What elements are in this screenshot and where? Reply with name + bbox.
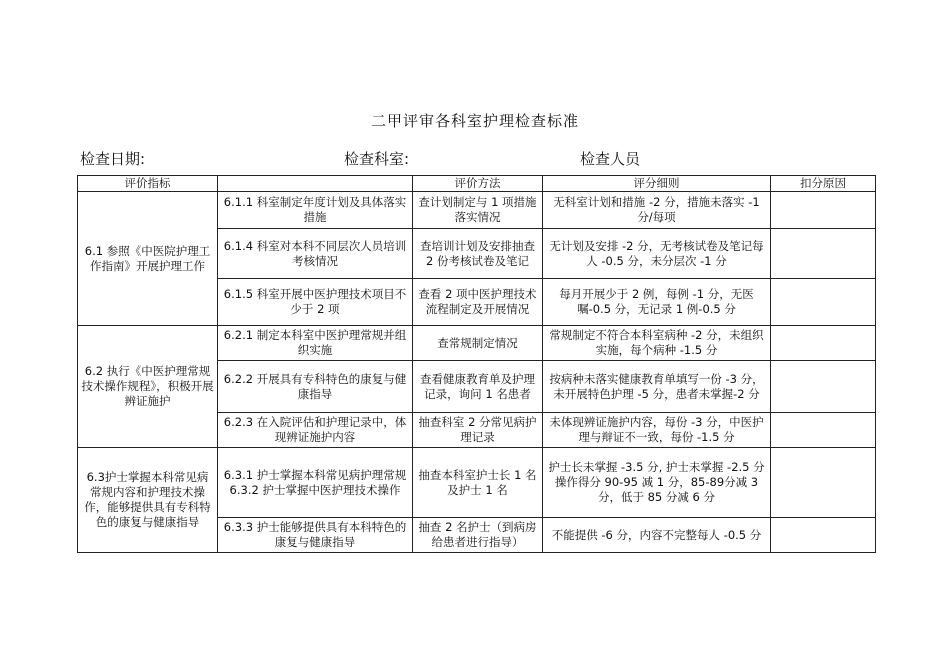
method-cell: 抽查 2 名护士（到病房给患者进行指导） [413,518,543,553]
table-header-row [78,176,876,192]
item-cell: 6.3.3 护士能够提供具有本科特色的康复与健康指导 [218,518,413,553]
item-cell: 6.2.1 制定本科室中医护理常规并组织实施 [218,326,413,361]
table-row [78,448,876,518]
deduction-reason-cell[interactable] [771,229,876,279]
method-cell: 查看健康教育单及护理记录，询问 1 名患者 [413,361,543,413]
document-title: 二甲评审各科室护理检查标准 [370,112,579,130]
deduction-reason-cell[interactable] [771,326,876,361]
detail-cell: 常规制定不符合本科室病种 -2 分，未组织实施，每个病种 -1.5 分 [543,326,771,361]
deduction-reason-cell[interactable] [771,361,876,413]
item-6-3-1: 6.3.1 护士掌握本科常见病护理常规 [223,467,407,482]
deduction-reason-cell[interactable] [771,192,876,229]
item-cell: 6.2.3 在入院评估和护理记录中，体现辨证施护内容 [218,413,413,448]
inspector-label: 检查人员 [580,150,641,168]
inspection-department-label: 检查科室: [344,150,410,168]
indicator-cell: 6.2 执行《中医护理常规技术操作规程》，积极开展辨证施护 [78,326,218,448]
item-cell: 6.1.1 科室制定年度计划及具体落实措施 [218,192,413,229]
item-cell: 6.1.4 科室对本科不同层次人员培训考核情况 [218,229,413,279]
detail-6-3-1: 护士长未掌握 -3.5 分, 护士未掌握 -2.5 分 [548,460,765,474]
detail-cell: 无科室计划和措施 -2 分，措施未落实 -1 分/每项 [543,192,771,229]
column-header-item [218,176,413,192]
item-cell: 6.2.2 开展具有专科特色的康复与健康指导 [218,361,413,413]
detail-cell: 未体现辨证施护内容，每份 -3 分，中医护理与辩证不一致，每份 -1.5 分 [543,413,771,448]
table-row [78,192,876,229]
item-cell: 6.1.5 科室开展中医护理技术项目不少于 2 项 [218,279,413,326]
method-cell: 抽查本科室护士长 1 名及护士 1 名 [413,448,543,518]
deduction-reason-cell[interactable] [771,448,876,518]
method-cell: 抽查科室 2 分常见病护理记录 [413,413,543,448]
inspection-date-label: 检查日期: [80,150,146,168]
indicator-cell: 6.3护士掌握本科常见病常规内容和护理技术操作，能够提供具有专科特色的康复与健康指导 [78,448,218,553]
table-row [78,326,876,361]
detail-cell: 按病种未落实健康教育单填写一份 -3 分，未开展特色护理 -5 分，患者未掌握-2 分 [543,361,771,413]
method-cell: 查计划制定与 1 项措施落实情况 [413,192,543,229]
method-cell: 查看 2 项中医护理技术流程制定及开展情况 [413,279,543,326]
item-cell [218,448,413,518]
detail-6-3-2: 操作得分 90-95 减 1 分，85-89分减 3 分，低于 85 分减 6 分 [554,475,759,504]
method-cell: 查常规制定情况 [413,326,543,361]
method-cell: 查培训计划及安排抽查 2 份考核试卷及笔记 [413,229,543,279]
detail-cell: 无计划及安排 -2 分，无考核试卷及笔记每人 -0.5 分，未分层次 -1 分 [543,229,771,279]
column-header-reason: 扣分原因 [771,176,876,192]
detail-cell [543,448,771,518]
column-header-indicator: 评价指标 [78,176,218,192]
deduction-reason-cell[interactable] [771,279,876,326]
detail-cell: 不能提供 -6 分，内容不完整每人 -0.5 分 [543,518,771,553]
column-header-method: 评价方法 [413,176,543,192]
deduction-reason-cell[interactable] [771,518,876,553]
indicator-cell: 6.1 参照《中医院护理工作指南》开展护理工作 [78,192,218,326]
deduction-reason-cell[interactable] [771,413,876,448]
detail-cell: 每月开展少于 2 例，每例 -1 分，无医嘱-0.5 分，无记录 1 例-0.5 分 [543,279,771,326]
inspection-standards-table [77,175,876,553]
column-header-detail: 评分细则 [543,176,771,192]
item-6-3-2: 6.3.2 护士掌握中医护理技术操作 [229,482,401,497]
